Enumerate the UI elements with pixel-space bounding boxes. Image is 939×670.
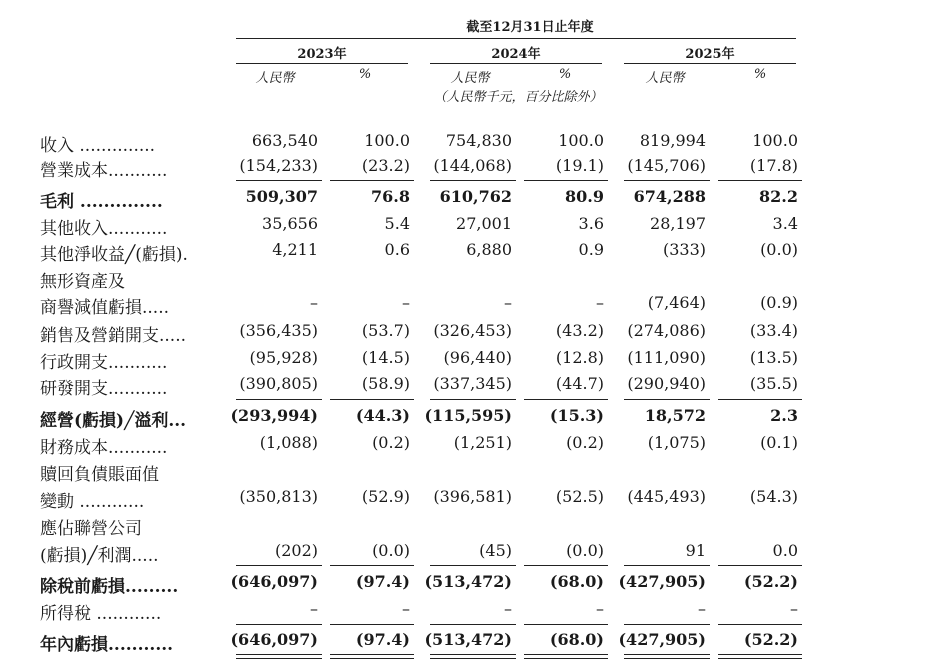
percent-cell: – bbox=[402, 293, 410, 312]
percent-cell: (23.2) bbox=[361, 156, 410, 175]
amount-cell: (274,086) bbox=[627, 321, 706, 340]
amount-cell: – bbox=[504, 599, 512, 618]
percent-cell: (14.5) bbox=[361, 348, 410, 367]
amount-cell: (427,905) bbox=[618, 630, 706, 649]
percent-cell: (52.2) bbox=[743, 572, 798, 591]
percent-cell: (17.8) bbox=[749, 156, 798, 175]
amount-cell: – bbox=[698, 599, 706, 618]
amount-cell: (396,581) bbox=[433, 487, 512, 506]
subtotal-rule bbox=[430, 565, 516, 566]
subtotal-rule bbox=[330, 399, 414, 400]
row-label: 應佔聯營公司 bbox=[40, 519, 142, 539]
subtotal-rule bbox=[236, 180, 322, 181]
percent-cell: (35.5) bbox=[749, 374, 798, 393]
total-double-rule bbox=[624, 654, 710, 659]
percent-cell: 0.6 bbox=[384, 240, 410, 259]
percent-cell: (0.2) bbox=[566, 433, 604, 452]
percent-cell: (44.3) bbox=[355, 406, 410, 425]
subtotal-rule bbox=[718, 180, 802, 181]
amount-cell: (513,472) bbox=[424, 630, 512, 649]
subtotal-rule bbox=[718, 399, 802, 400]
row-label: 贖回負債賬面值 bbox=[40, 465, 159, 485]
subtotal-rule bbox=[430, 624, 516, 625]
amount-cell: (290,940) bbox=[627, 374, 706, 393]
row-label: 商譽減值虧損..... bbox=[40, 298, 170, 318]
percent-cell: 80.9 bbox=[565, 187, 604, 206]
percent-cell: 5.4 bbox=[384, 214, 410, 233]
year-rule bbox=[236, 63, 408, 64]
percent-cell: – bbox=[790, 599, 798, 618]
amount-cell: (337,345) bbox=[433, 374, 512, 393]
amount-cell: (7,464) bbox=[647, 293, 706, 312]
subtotal-rule bbox=[524, 624, 608, 625]
row-label: 經營(虧損)╱溢利... bbox=[40, 411, 187, 431]
amount-cell: (293,994) bbox=[230, 406, 318, 425]
total-double-rule bbox=[330, 654, 414, 659]
percent-cell: (0.9) bbox=[760, 293, 798, 312]
subtotal-rule bbox=[718, 624, 802, 625]
subtotal-rule bbox=[624, 180, 710, 181]
amount-cell: 35,656 bbox=[262, 214, 318, 233]
amount-cell: 819,994 bbox=[639, 131, 706, 150]
amount-cell: (1,251) bbox=[453, 433, 512, 452]
percent-cell: (19.1) bbox=[555, 156, 604, 175]
amount-cell: 18,572 bbox=[644, 406, 706, 425]
year-header: 2024年 bbox=[491, 47, 541, 62]
amount-cell: 509,307 bbox=[245, 187, 318, 206]
subtotal-rule bbox=[236, 565, 322, 566]
amount-cell: 4,211 bbox=[272, 240, 318, 259]
amount-cell: – bbox=[310, 293, 318, 312]
subtotal-rule bbox=[524, 399, 608, 400]
row-label: 無形資產及 bbox=[40, 272, 125, 292]
percent-cell: – bbox=[402, 599, 410, 618]
amount-cell: (445,493) bbox=[627, 487, 706, 506]
percent-cell: 3.6 bbox=[578, 214, 604, 233]
percent-cell: (0.0) bbox=[372, 541, 410, 560]
subtotal-rule bbox=[236, 399, 322, 400]
percent-subheader: % bbox=[558, 67, 572, 82]
year-header: 2025年 bbox=[685, 47, 735, 62]
row-label: 營業成本........... bbox=[40, 161, 168, 181]
row-label: 所得稅 ............ bbox=[40, 604, 162, 624]
amount-cell: (350,813) bbox=[239, 487, 318, 506]
amount-cell: (96,440) bbox=[443, 348, 512, 367]
percent-cell: (52.2) bbox=[743, 630, 798, 649]
amount-cell: 27,001 bbox=[456, 214, 512, 233]
subtotal-rule bbox=[330, 565, 414, 566]
percent-cell: (97.4) bbox=[355, 572, 410, 591]
percent-cell: 100.0 bbox=[752, 131, 798, 150]
row-label: 年內虧損........... bbox=[40, 635, 174, 655]
row-label: 變動 ............ bbox=[40, 492, 145, 512]
amount-cell: (427,905) bbox=[618, 572, 706, 591]
subtotal-rule bbox=[624, 624, 710, 625]
amount-cell: (1,088) bbox=[259, 433, 318, 452]
currency-subheader: 人民幣 bbox=[255, 71, 295, 86]
amount-cell: – bbox=[310, 599, 318, 618]
subtotal-rule bbox=[330, 624, 414, 625]
row-label: 除稅前虧損......... bbox=[40, 577, 179, 597]
percent-cell: (68.0) bbox=[549, 572, 604, 591]
amount-cell: (111,090) bbox=[627, 348, 706, 367]
percent-cell: (0.1) bbox=[760, 433, 798, 452]
row-label: 其他淨收益╱(虧損). bbox=[40, 245, 188, 265]
amount-cell: (45) bbox=[479, 541, 512, 560]
total-double-rule bbox=[718, 654, 802, 659]
percent-cell: 100.0 bbox=[364, 131, 410, 150]
amount-cell: (646,097) bbox=[230, 630, 318, 649]
amount-cell: (145,706) bbox=[627, 156, 706, 175]
percent-cell: (13.5) bbox=[749, 348, 798, 367]
percent-cell: (68.0) bbox=[549, 630, 604, 649]
amount-cell: (646,097) bbox=[230, 572, 318, 591]
percent-cell: (12.8) bbox=[555, 348, 604, 367]
percent-cell: (0.0) bbox=[566, 541, 604, 560]
percent-cell: (33.4) bbox=[749, 321, 798, 340]
year-rule bbox=[624, 63, 796, 64]
subtotal-rule bbox=[236, 624, 322, 625]
percent-cell: 0.0 bbox=[772, 541, 798, 560]
currency-subheader: 人民幣 bbox=[450, 71, 490, 86]
row-label: 行政開支........... bbox=[40, 353, 168, 373]
total-double-rule bbox=[430, 654, 516, 659]
amount-cell: (333) bbox=[662, 240, 706, 259]
percent-cell: (44.7) bbox=[555, 374, 604, 393]
year-header: 2023年 bbox=[297, 47, 347, 62]
amount-cell: (115,595) bbox=[424, 406, 512, 425]
unit-note: （人民幣千元，百分比除外） bbox=[433, 90, 603, 105]
amount-cell: 663,540 bbox=[251, 131, 318, 150]
percent-cell: (97.4) bbox=[355, 630, 410, 649]
row-label: 毛利 .............. bbox=[40, 192, 163, 212]
percent-cell: 2.3 bbox=[770, 406, 798, 425]
amount-cell: (390,805) bbox=[239, 374, 318, 393]
percent-cell: – bbox=[596, 293, 604, 312]
amount-cell: (144,068) bbox=[433, 156, 512, 175]
subtotal-rule bbox=[430, 399, 516, 400]
percent-cell: 3.4 bbox=[772, 214, 798, 233]
percent-cell: 82.2 bbox=[759, 187, 798, 206]
percent-cell: (52.5) bbox=[555, 487, 604, 506]
amount-cell: (154,233) bbox=[239, 156, 318, 175]
percent-cell: 0.9 bbox=[578, 240, 604, 259]
percent-cell: 100.0 bbox=[558, 131, 604, 150]
percent-cell: (58.9) bbox=[361, 374, 410, 393]
row-label: 其他收入........... bbox=[40, 219, 168, 239]
amount-cell: (356,435) bbox=[239, 321, 318, 340]
row-label: 財務成本........... bbox=[40, 438, 168, 458]
percent-cell: (0.0) bbox=[760, 240, 798, 259]
percent-cell: – bbox=[596, 599, 604, 618]
total-double-rule bbox=[524, 654, 608, 659]
amount-cell: 28,197 bbox=[650, 214, 706, 233]
subtotal-rule bbox=[430, 180, 516, 181]
subtotal-rule bbox=[624, 399, 710, 400]
subtotal-rule bbox=[524, 180, 608, 181]
percent-subheader: % bbox=[753, 67, 767, 82]
percent-cell: (53.7) bbox=[361, 321, 410, 340]
period-rule bbox=[236, 38, 796, 39]
amount-cell: (1,075) bbox=[647, 433, 706, 452]
subtotal-rule bbox=[524, 565, 608, 566]
percent-cell: (43.2) bbox=[555, 321, 604, 340]
year-rule bbox=[430, 63, 602, 64]
subtotal-rule bbox=[330, 180, 414, 181]
amount-cell: (202) bbox=[274, 541, 318, 560]
total-double-rule bbox=[236, 654, 322, 659]
row-label: (虧損)╱利潤..... bbox=[40, 546, 159, 566]
percent-cell: (54.3) bbox=[749, 487, 798, 506]
amount-cell: 754,830 bbox=[445, 131, 512, 150]
amount-cell: (513,472) bbox=[424, 572, 512, 591]
amount-cell: (95,928) bbox=[249, 348, 318, 367]
amount-cell: (326,453) bbox=[433, 321, 512, 340]
amount-cell: 91 bbox=[685, 541, 706, 560]
amount-cell: – bbox=[504, 293, 512, 312]
amount-cell: 6,880 bbox=[466, 240, 512, 259]
row-label: 收入 .............. bbox=[40, 136, 156, 156]
amount-cell: 674,288 bbox=[633, 187, 706, 206]
percent-subheader: % bbox=[358, 67, 372, 82]
percent-cell: (0.2) bbox=[372, 433, 410, 452]
subtotal-rule bbox=[718, 565, 802, 566]
period-header: 截至12月31日止年度 bbox=[466, 20, 594, 35]
row-label: 銷售及營銷開支..... bbox=[40, 326, 187, 346]
row-label: 研發開支........... bbox=[40, 379, 168, 399]
percent-cell: (15.3) bbox=[549, 406, 604, 425]
percent-cell: (52.9) bbox=[361, 487, 410, 506]
amount-cell: 610,762 bbox=[439, 187, 512, 206]
subtotal-rule bbox=[624, 565, 710, 566]
currency-subheader: 人民幣 bbox=[645, 71, 685, 86]
percent-cell: 76.8 bbox=[371, 187, 410, 206]
